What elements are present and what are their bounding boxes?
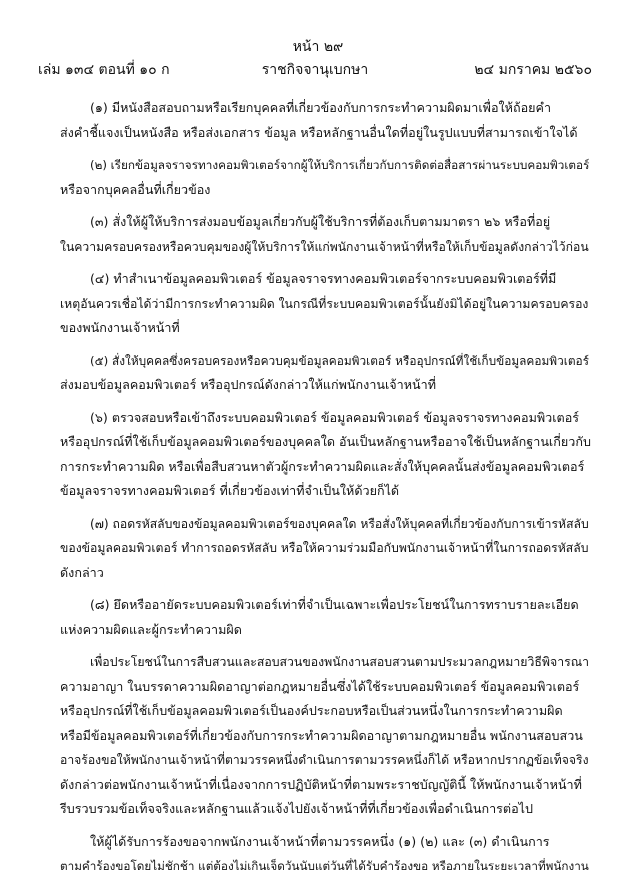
gazette-title: ราชกิจจานุเบกษา [261, 62, 369, 78]
document-body [60, 96, 594, 887]
text-line: ของข้อมูลคอมพิวเตอร์ ทำการถอดรหัสลับ หรือให้ความร่วมมือกับพนักงานเจ้าหน้าที่ในการถอดรหัสลับ [60, 541, 589, 555]
paragraph-9 [60, 650, 594, 822]
text-line: ดังกล่าวต่อพนักงานเจ้าหน้าที่เนื่องจากการปฏิบัติหน้าที่ตามพระราชบัญญัตินี้ ให้พนักงานเจ้าหน้าที่ [60, 776, 582, 792]
text-line: ข้อมูลจราจรทางคอมพิวเตอร์ ที่เกี่ยวข้องเท่าที่จำเป็นให้ด้วยก็ได้ [60, 483, 400, 498]
text-line: หรือจากบุคคลอื่นที่เกี่ยวข้อง [60, 181, 211, 197]
paragraph-10 [60, 830, 594, 879]
text-line: (๖) ตรวจสอบหรือเข้าถึงระบบคอมพิวเตอร์ ข้อมูลคอมพิวเตอร์ ข้อมูลจราจรทางคอมพิวเตอร์ [90, 409, 580, 425]
text-line: (๑) มีหนังสือสอบถามหรือเรียกบุคคลที่เกี่ยวข้องกับการกระทำความผิดมาเพื่อให้ถ้อยคำ [90, 100, 552, 115]
text-line: รีบรวบรวมข้อเท็จจริงและหลักฐานแล้วแจ้งไปยังเจ้าหน้าที่ที่เกี่ยวข้องเพื่อดำเนินการต่อไป [60, 801, 533, 816]
paragraph-6 [60, 406, 594, 504]
text-line: ส่งคำชี้แจงเป็นหนังสือ หรือส่งเอกสาร ข้อมูล หรือหลักฐานอื่นใดที่อยู่ในรูปแบบที่สามารถเข้าใจได้ [60, 124, 578, 140]
text-line: ส่งมอบข้อมูลคอมพิวเตอร์ หรืออุปกรณ์ดังกล่าวให้แก่พนักงานเจ้าหน้าที่ [60, 377, 437, 392]
paragraph-3 [60, 210, 594, 259]
text-line: เหตุอันควรเชื่อได้ว่ามีการกระทำความผิด ในกรณีที่ระบบคอมพิวเตอร์นั้นยังมิได้อยู่ในความครอบครอง [60, 296, 589, 311]
text-line: (๔) ทำสำเนาข้อมูลคอมพิวเตอร์ ข้อมูลจราจรทางคอมพิวเตอร์จากระบบคอมพิวเตอร์ที่มี [90, 271, 557, 286]
text-line: หรืออุปกรณ์ที่ใช้เก็บข้อมูลคอมพิวเตอร์เป็นองค์ประกอบหรือเป็นส่วนหนึ่งในการกระทำความผิด [60, 703, 563, 718]
text-line: อาจร้องขอให้พนักงานเจ้าหน้าที่ตามวรรคหนึ่งดำเนินการตามวรรคหนึ่งก็ได้ หรือหากปรากฏข้อเท็จจริง [60, 753, 589, 767]
paragraph-5 [60, 349, 594, 398]
volume-issue: เล่ม ๑๓๔ ตอนที่ ๑๐ ก [38, 62, 170, 78]
text-line: (๕) สั่งให้บุคคลซึ่งครอบครองหรือควบคุมข้อมูลคอมพิวเตอร์ หรืออุปกรณ์ที่ใช้เก็บข้อมูลคอมพิวเตอร์ [90, 353, 590, 368]
text-line: แห่งความผิดและผู้กระทำความผิด [60, 621, 242, 637]
text-line: ของพนักงานเจ้าหน้าที่ [60, 320, 180, 335]
text-line: หรือมีข้อมูลคอมพิวเตอร์ที่เกี่ยวข้องกับการกระทำความผิดอาญาตามกฎหมายอื่น พนักงานสอบสวน [60, 727, 583, 743]
paragraph-4 [60, 267, 594, 341]
text-line: ความอาญา ในบรรดาความผิดอาญาต่อกฎหมายอื่นซึ่งได้ใช้ระบบคอมพิวเตอร์ ข้อมูลคอมพิวเตอร์ [60, 678, 580, 694]
paragraph-7 [60, 512, 594, 586]
text-line: (๘) ยึดหรืออายัดระบบคอมพิวเตอร์เท่าที่จำเป็นเฉพาะเพื่อประโยชน์ในการทราบรายละเอียด [90, 597, 579, 612]
text-line: (๓) สั่งให้ผู้ให้บริการส่งมอบข้อมูลเกี่ยวกับผู้ใช้บริการที่ต้องเก็บตามมาตรา ๒๖ หรือที่อยู่ [90, 214, 551, 229]
text-line: (๗) ถอดรหัสลับของข้อมูลคอมพิวเตอร์ของบุคคลใด หรือสั่งให้บุคคลที่เกี่ยวข้องกับการเข้ารหัสลับ [90, 516, 589, 531]
text-line: เพื่อประโยชน์ในการสืบสวนและสอบสวนของพนักงานสอบสวนตามประมวลกฎหมายวิธีพิจารณา [90, 655, 590, 669]
text-line: (๒) เรียกข้อมูลจราจรทางคอมพิวเตอร์จากผู้ให้บริการเกี่ยวกับการติดต่อสื่อสารผ่านระบบคอมพิวเตอร์ [90, 158, 590, 172]
paragraph-2 [60, 153, 594, 202]
text-line: การกระทำความผิด หรือเพื่อสืบสวนหาตัวผู้กระทำความผิดและสั่งให้บุคคลนั้นส่งข้อมูลคอมพิวเตอร์ [60, 458, 585, 474]
text-line: ให้ผู้ได้รับการร้องขอจากพนักงานเจ้าหน้าที่ตามวรรคหนึ่ง (๑) (๒) และ (๓) ดำเนินการ [90, 833, 550, 849]
publication-date: ๒๔ มกราคม ๒๕๖๐ [474, 62, 592, 78]
page-number: หน้า ๒๙ [292, 39, 344, 55]
paragraph-1 [60, 96, 594, 145]
paragraph-8 [60, 593, 594, 642]
text-line: หรืออุปกรณ์ที่ใช้เก็บข้อมูลคอมพิวเตอร์ของบุคคลใด อันเป็นหลักฐานหรืออาจใช้เป็นหลักฐานเกี่ยวกับ [60, 434, 591, 449]
text-line: ในความครอบครองหรือควบคุมของผู้ให้บริการให้แก่พนักงานเจ้าหน้าที่หรือให้เก็บข้อมูลดังกล่าวไว้ก่อน [60, 239, 589, 254]
text-line: ตามคำร้องขอโดยไม่ชักช้า แต่ต้องไม่เกินเจ็ดวันนับแต่วันที่ได้รับคำร้องขอ หรือภายในระยะเวลาที่พนักงาน [60, 859, 589, 873]
text-line: ดังกล่าว [60, 564, 104, 580]
page-header [38, 60, 592, 80]
